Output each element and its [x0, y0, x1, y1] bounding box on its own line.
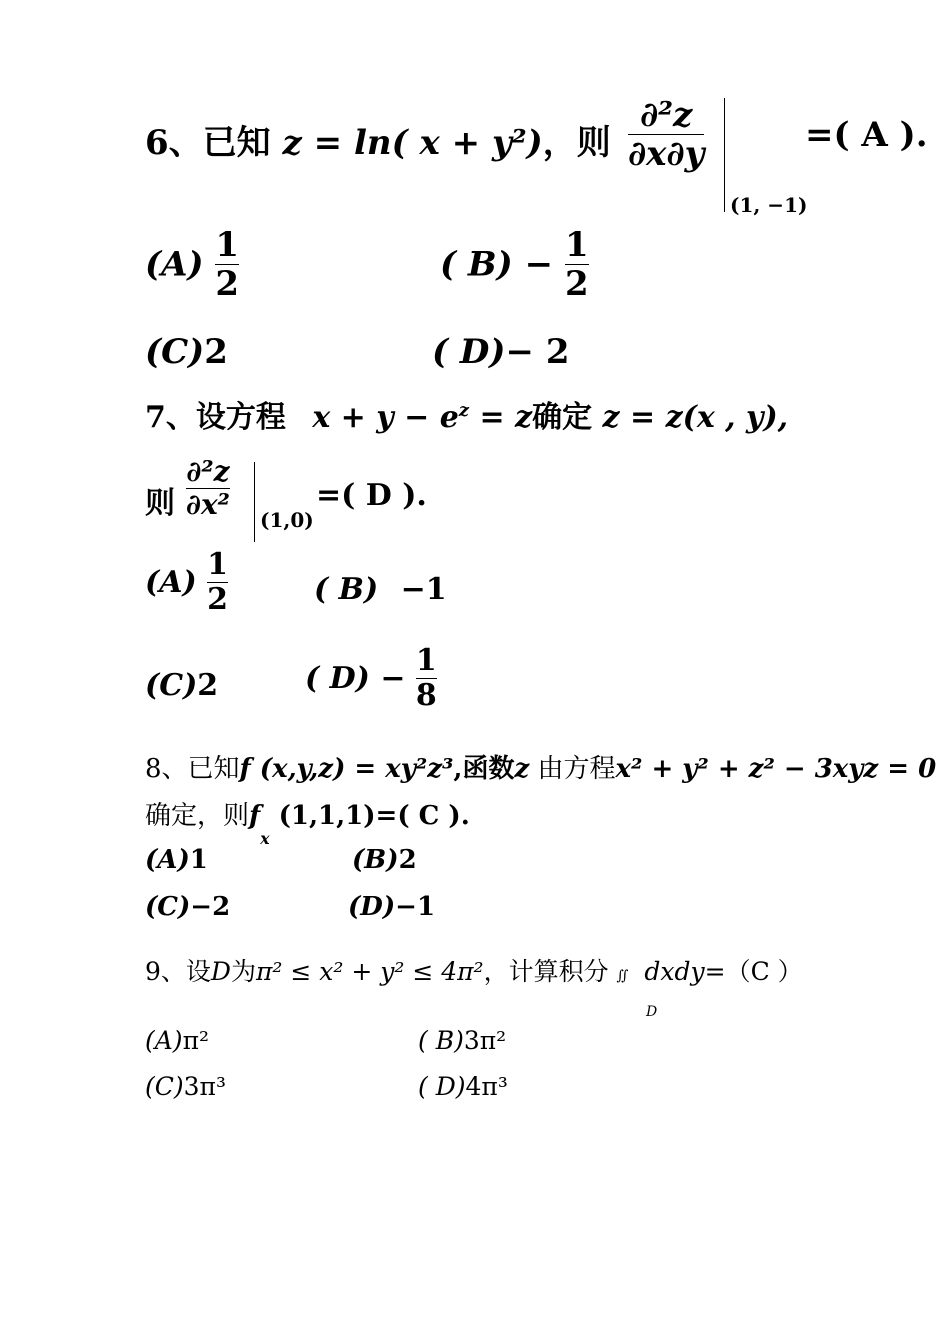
q7-answer: =( D ). [316, 478, 427, 513]
q6-option-a: (A) $\frac{1}{2}$ [145, 225, 240, 304]
q7-then: 则 [145, 486, 175, 521]
q9-option-b: ( B)3π² [418, 1026, 507, 1055]
q7-option-d: ( D) − $\frac{1}{8}$ [305, 643, 437, 713]
q9-option-d: ( D)4π³ [418, 1072, 508, 1101]
q6-eval-point: (1, −1) [730, 193, 808, 217]
q6-derivative: $\frac{\text{∂²z}}{\partial x\partial y}$ [628, 95, 705, 174]
q7-derivative: $\frac{\text{∂²z}}{\text{∂x²}}$ [186, 455, 230, 521]
q8-stem-line1: 8、已知f (x,y,z) = xy²z³,函数z 由方程x² + y² + z² − 3xyz = 0 [145, 754, 937, 784]
q8-option-b: (B)2 [352, 845, 417, 875]
q7-eval-bar [254, 462, 255, 542]
integral-sign: ∬ [616, 968, 629, 984]
q8-option-d: (D)−1 [348, 892, 436, 922]
q7-eval-point: (1,0) [260, 508, 314, 532]
q7-option-a: (A) $\frac{1}{2}$ [145, 547, 228, 617]
q8-option-c: (C)−2 [145, 892, 231, 922]
q6-answer: =( A ). [805, 115, 928, 155]
q6-option-d: ( D)− 2 [432, 332, 570, 372]
q9-option-a: (A)π² [145, 1026, 210, 1055]
q8-option-a: (A)1 [145, 845, 208, 875]
q6-eval-bar [724, 98, 725, 212]
q6-option-c: (C)2 [145, 332, 228, 372]
q9-stem: 9、设D为π² ≤ x² + y² ≤ 4π²，计算积分 ∬ dxdy=（C ） [145, 957, 803, 986]
q7-stem: 7、设方程 $x + y - e^z = z$确定 z = z(x , y), [145, 400, 789, 435]
q9-region-sub: D [646, 1004, 658, 1020]
q7-option-b: ( B) −1 [314, 572, 447, 607]
q6-given: z = ln( x + y²) [282, 123, 543, 163]
q6-stem: 6、已知 z = ln( x + y²)，则 [145, 123, 611, 163]
q7-option-c: (C)2 [145, 668, 219, 703]
q8-stem-line2: 确定，则$f_x$ (1,1,1)=( C ). [145, 801, 470, 849]
q9-option-c: (C)3π³ [145, 1072, 226, 1101]
q6-option-b: ( B) − $\frac{1}{2}$ [440, 225, 589, 304]
q7-function: z = z(x , y), [602, 400, 789, 435]
